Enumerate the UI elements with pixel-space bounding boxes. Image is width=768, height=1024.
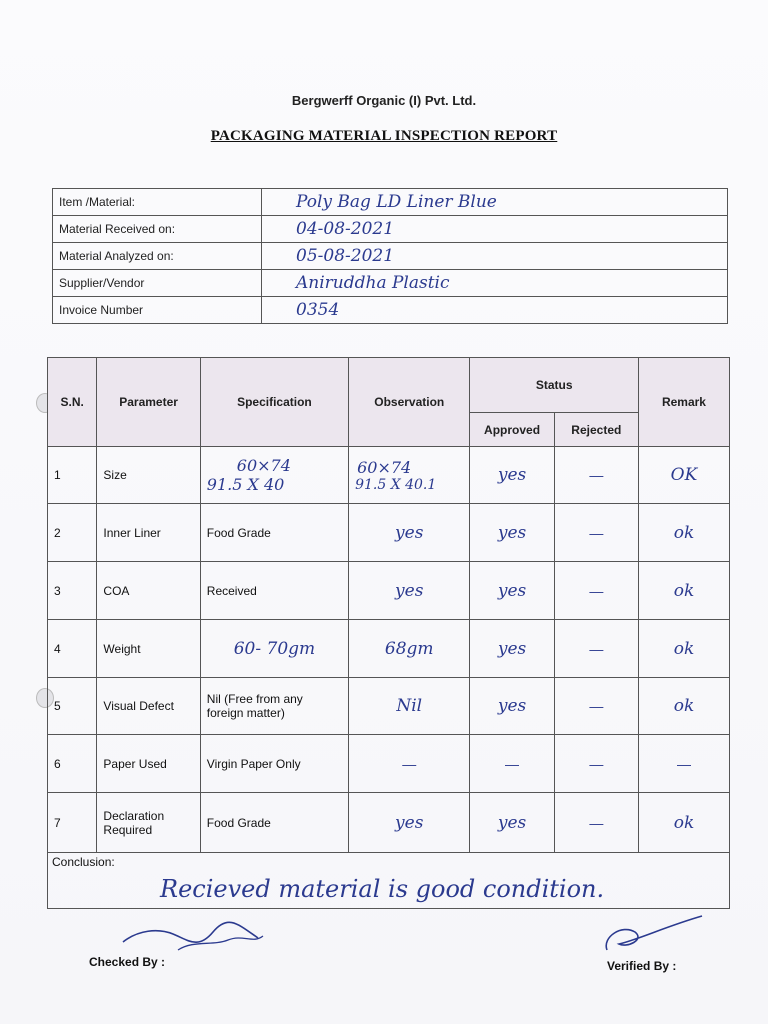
info-row: [53, 216, 728, 243]
row-rejected: —: [554, 447, 638, 504]
row-observation: [349, 447, 470, 504]
row-rejected: —: [554, 793, 638, 853]
table-row: [48, 562, 730, 620]
row-sn: 1: [48, 447, 97, 504]
conclusion-cell: [48, 853, 730, 909]
row-specification: 60- 70gm: [200, 620, 348, 678]
row-specification: Received: [200, 562, 348, 620]
row-parameter: Size: [97, 447, 200, 504]
row-specification: [200, 678, 348, 735]
conclusion-label: Conclusion:: [52, 855, 115, 869]
row-specification: Virgin Paper Only: [200, 735, 348, 793]
row-sn: 7: [48, 793, 97, 853]
row-remark: OK: [638, 447, 729, 504]
row-sn: 5: [48, 678, 97, 735]
row-observation: yes: [349, 562, 470, 620]
row-remark: ok: [638, 793, 729, 853]
company-name: Bergwerff Organic (I) Pvt. Ltd.: [291, 93, 477, 108]
verified-by-signature: [597, 912, 707, 957]
row-remark: —: [638, 735, 729, 793]
row-rejected: —: [554, 620, 638, 678]
row-sn: 4: [48, 620, 97, 678]
info-label: Item /Material:: [53, 189, 262, 216]
table-row: [48, 447, 730, 504]
spec-line: 91.5 X 40: [206, 475, 285, 494]
info-label: Material Received on:: [53, 216, 262, 243]
row-approved: yes: [470, 504, 554, 562]
report-title: PACKAGING MATERIAL INSPECTION REPORT: [210, 128, 558, 144]
row-sn: 6: [48, 735, 97, 793]
row-observation: —: [349, 735, 470, 793]
row-approved: yes: [470, 447, 554, 504]
header-parameter: Parameter: [97, 358, 200, 447]
row-observation: yes: [349, 504, 470, 562]
info-value-analyzed: 05-08-2021: [262, 243, 728, 270]
header-remark: Remark: [638, 358, 729, 447]
row-specification: Food Grade: [200, 504, 348, 562]
row-specification: [200, 447, 348, 504]
header-specification: Specification: [200, 358, 348, 447]
row-parameter: Visual Defect: [97, 678, 200, 735]
obs-line: 91.5 X 40.1: [355, 476, 437, 493]
row-remark: ok: [638, 620, 729, 678]
header-approved: Approved: [470, 413, 554, 447]
info-label: Material Analyzed on:: [53, 243, 262, 270]
row-approved: yes: [470, 793, 554, 853]
row-approved: yes: [470, 620, 554, 678]
row-sn: 2: [48, 504, 97, 562]
row-remark: ok: [638, 562, 729, 620]
conclusion-row: [48, 853, 730, 909]
row-approved: yes: [470, 562, 554, 620]
info-row: [53, 243, 728, 270]
material-info-table: [52, 188, 728, 324]
row-parameter: Inner Liner: [97, 504, 200, 562]
table-row: [48, 735, 730, 793]
table-row: [48, 678, 730, 735]
row-approved: —: [470, 735, 554, 793]
row-parameter: Declaration Required: [97, 793, 200, 853]
row-remark: ok: [638, 678, 729, 735]
row-observation: Nil: [349, 678, 470, 735]
table-row: [48, 793, 730, 853]
info-label: Supplier/Vendor: [53, 270, 262, 297]
info-value-item: Poly Bag LD Liner Blue: [262, 189, 728, 216]
spec-line: Nil (Free from any: [206, 692, 303, 706]
spec-line: foreign matter): [206, 706, 285, 720]
table-row: [48, 620, 730, 678]
row-rejected: —: [554, 504, 638, 562]
info-value-invoice: 0354: [262, 297, 728, 324]
checked-by-label: Checked By :: [89, 955, 166, 969]
row-rejected: —: [554, 678, 638, 735]
row-sn: 3: [48, 562, 97, 620]
row-parameter: Paper Used: [97, 735, 200, 793]
inspection-table: [47, 357, 730, 909]
verified-by-label: Verified By :: [607, 959, 677, 973]
info-row: [53, 270, 728, 297]
conclusion-text: Recieved material is good condition.: [160, 875, 605, 903]
info-value-supplier: Aniruddha Plastic: [262, 270, 728, 297]
info-row: [53, 297, 728, 324]
obs-line: 60×74: [357, 457, 412, 477]
row-rejected: —: [554, 562, 638, 620]
info-row: [53, 189, 728, 216]
info-value-received: 04-08-2021: [262, 216, 728, 243]
row-parameter: COA: [97, 562, 200, 620]
header-observation: Observation: [349, 358, 470, 447]
info-label: Invoice Number: [53, 297, 262, 324]
table-row: [48, 504, 730, 562]
row-observation: 68gm: [349, 620, 470, 678]
row-parameter: Weight: [97, 620, 200, 678]
row-specification: Food Grade: [200, 793, 348, 853]
header-status: Status: [470, 358, 639, 413]
header-rejected: Rejected: [554, 413, 638, 447]
spec-line: 60×74: [236, 456, 291, 475]
row-remark: ok: [638, 504, 729, 562]
row-approved: yes: [470, 678, 554, 735]
row-rejected: —: [554, 735, 638, 793]
checked-by-signature: [118, 920, 268, 960]
header-sn: S.N.: [48, 358, 97, 447]
row-observation: yes: [349, 793, 470, 853]
